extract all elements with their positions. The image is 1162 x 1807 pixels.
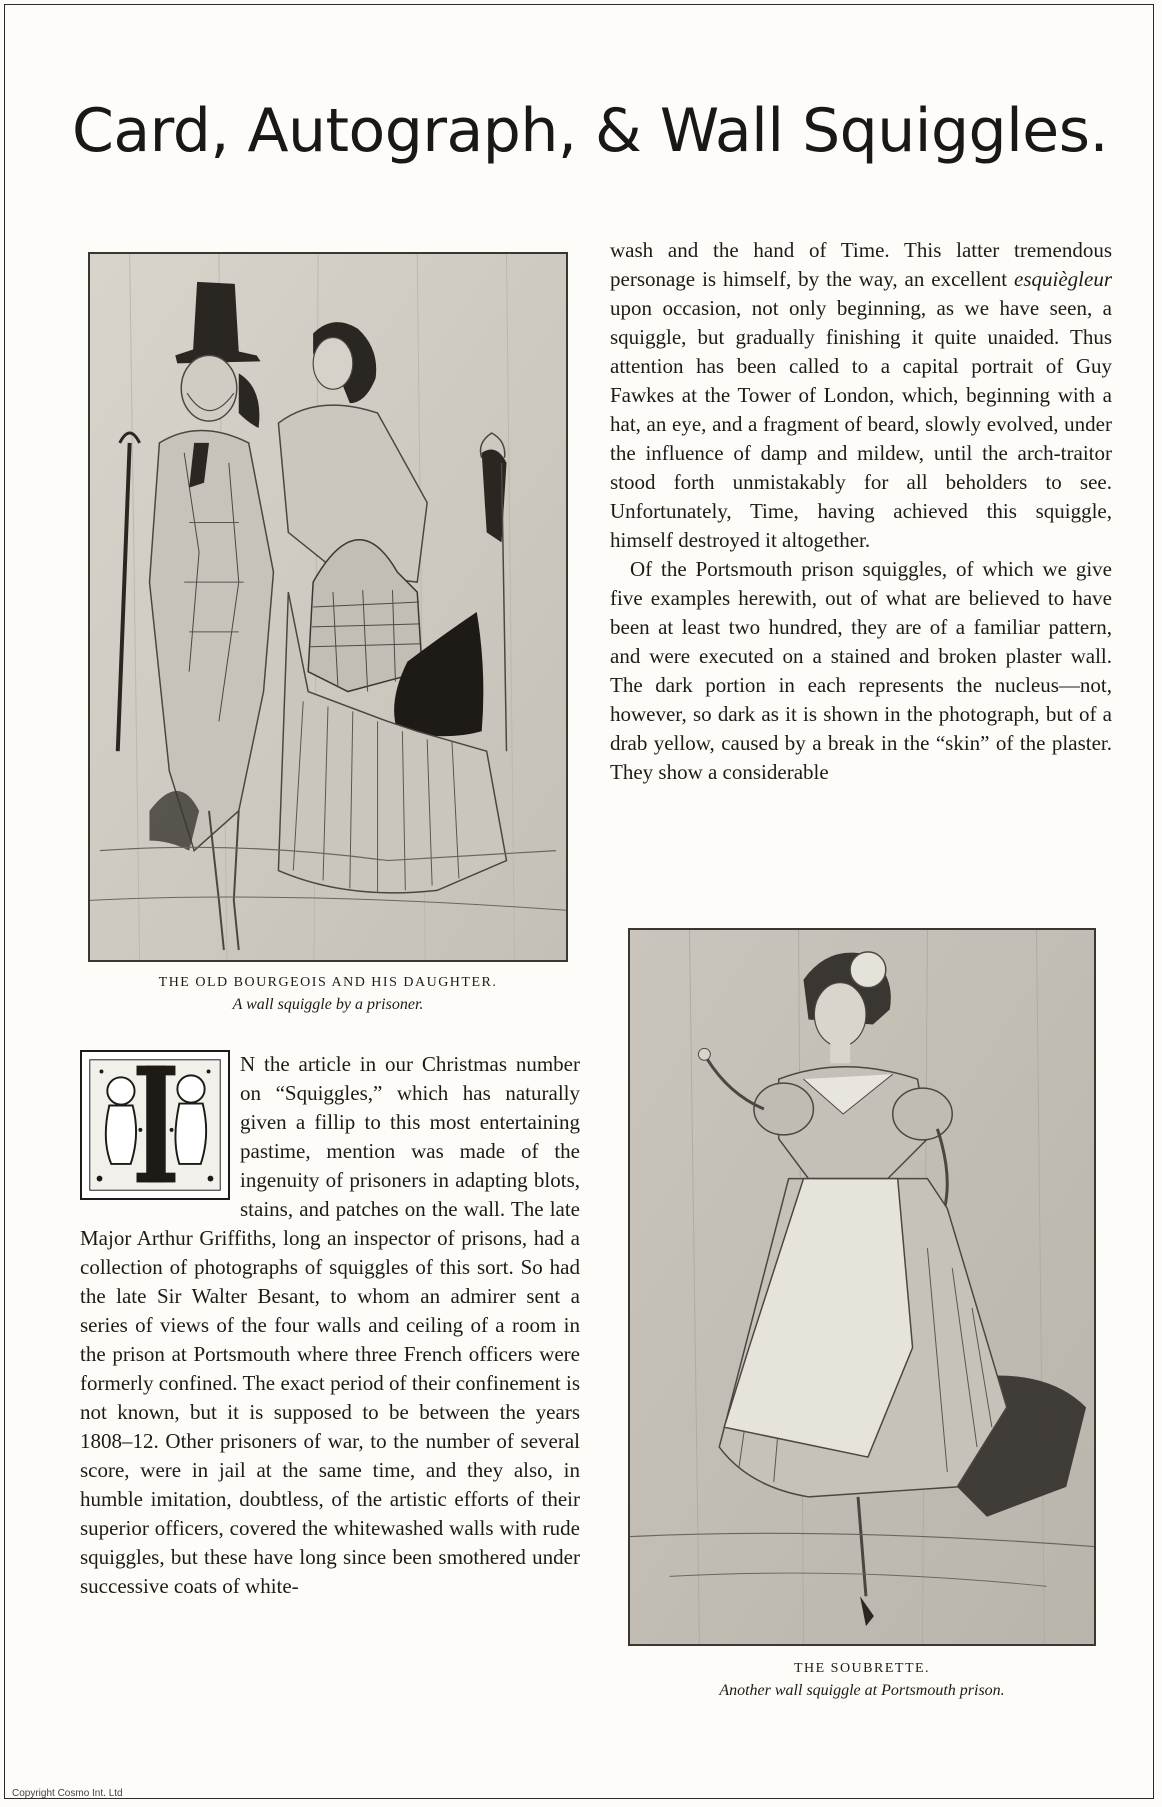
soubrette-caption-title: THE SOUBRETTE. [793, 1661, 931, 1676]
esquiegleur-term: esquiègleur [1014, 267, 1112, 291]
dropcap-letter: I [154, 1144, 156, 1146]
bourgeois-caption-title: THE OLD BOURGEOIS AND HIS DAUGHTER. [158, 975, 498, 990]
right-column-paragraph-2: Of the Portsmouth prison squiggles, of which we give five examples herewith, out of what are believed to have been at least two hundred, they are of a familiar pattern, and were executed on a stained and broken plaster wall. The dark portion in each represents the nucleus—not, however, so dark as it is shown in the photograph, but of a drab yellow, caused by a break in the “skin” of the plaster. They show a considerable [610, 557, 1112, 784]
left-text-column [80, 1050, 580, 1601]
article-title: Card, Autograph, & Wall Squiggles. [71, 96, 1109, 166]
right-text-column [610, 236, 1112, 787]
bourgeois-caption [88, 972, 568, 1016]
dropcap-illustration [80, 1050, 230, 1200]
soubrette-illustration [628, 928, 1096, 1646]
soubrette-caption [628, 1658, 1096, 1702]
right-p1-start: wash and the hand of Time. This latter tremendous personage is himself, by the way, an excellent [610, 238, 1112, 291]
bourgeois-caption-subtitle: A wall squiggle by a prisoner. [232, 996, 424, 1013]
copyright-watermark: Copyright Cosmo Int. Ltd [12, 1788, 123, 1799]
left-column-paragraph: N the article in our Christmas number on “Squiggles,” which has naturally given a fillip to this most entertaining pastime, mention was made of the ingenuity of prisoners in adapting blots, stains, and patches on the wall. The late Major Arthur Griffiths, long an inspector of prisons, had a collection of photographs of squiggles of this sort. So had the late Sir Walter Besant, to whom an admirer sent a series of views of the four walls and ceiling of a room in the prison at Portsmouth where three French officers were formerly confined. The exact period of their confinement is not known, but it is supposed to be between the years 1808–12. Other prisoners of war, to the number of several score, were in jail at the same time, and they also, in humble imitation, doubtless, of the artistic efforts of their superior officers, covered the whitewashed walls with rude squiggles, but these have long since been smothered under successive coats of white- [80, 1052, 580, 1598]
right-p1-end: upon occasion, not only beginning, as we have seen, a squiggle, but gradually finishing it quite unaided. Thus attention has been called to a capital portrait of Guy Fawkes at the Tower of London, which, beginning with a hat, an eye, and a fragment of beard, slowly evolved, under the influence of damp and mildew, until the arch-traitor stood forth unmistakably for all beholders to see. Unfortunately, Time, having achieved this squiggle, himself destroyed it altogether. [610, 296, 1112, 552]
right-column-paragraph-1 [610, 236, 1112, 555]
soubrette-caption-subtitle: Another wall squiggle at Portsmouth prison. [719, 1682, 1005, 1699]
bourgeois-illustration [88, 252, 568, 962]
